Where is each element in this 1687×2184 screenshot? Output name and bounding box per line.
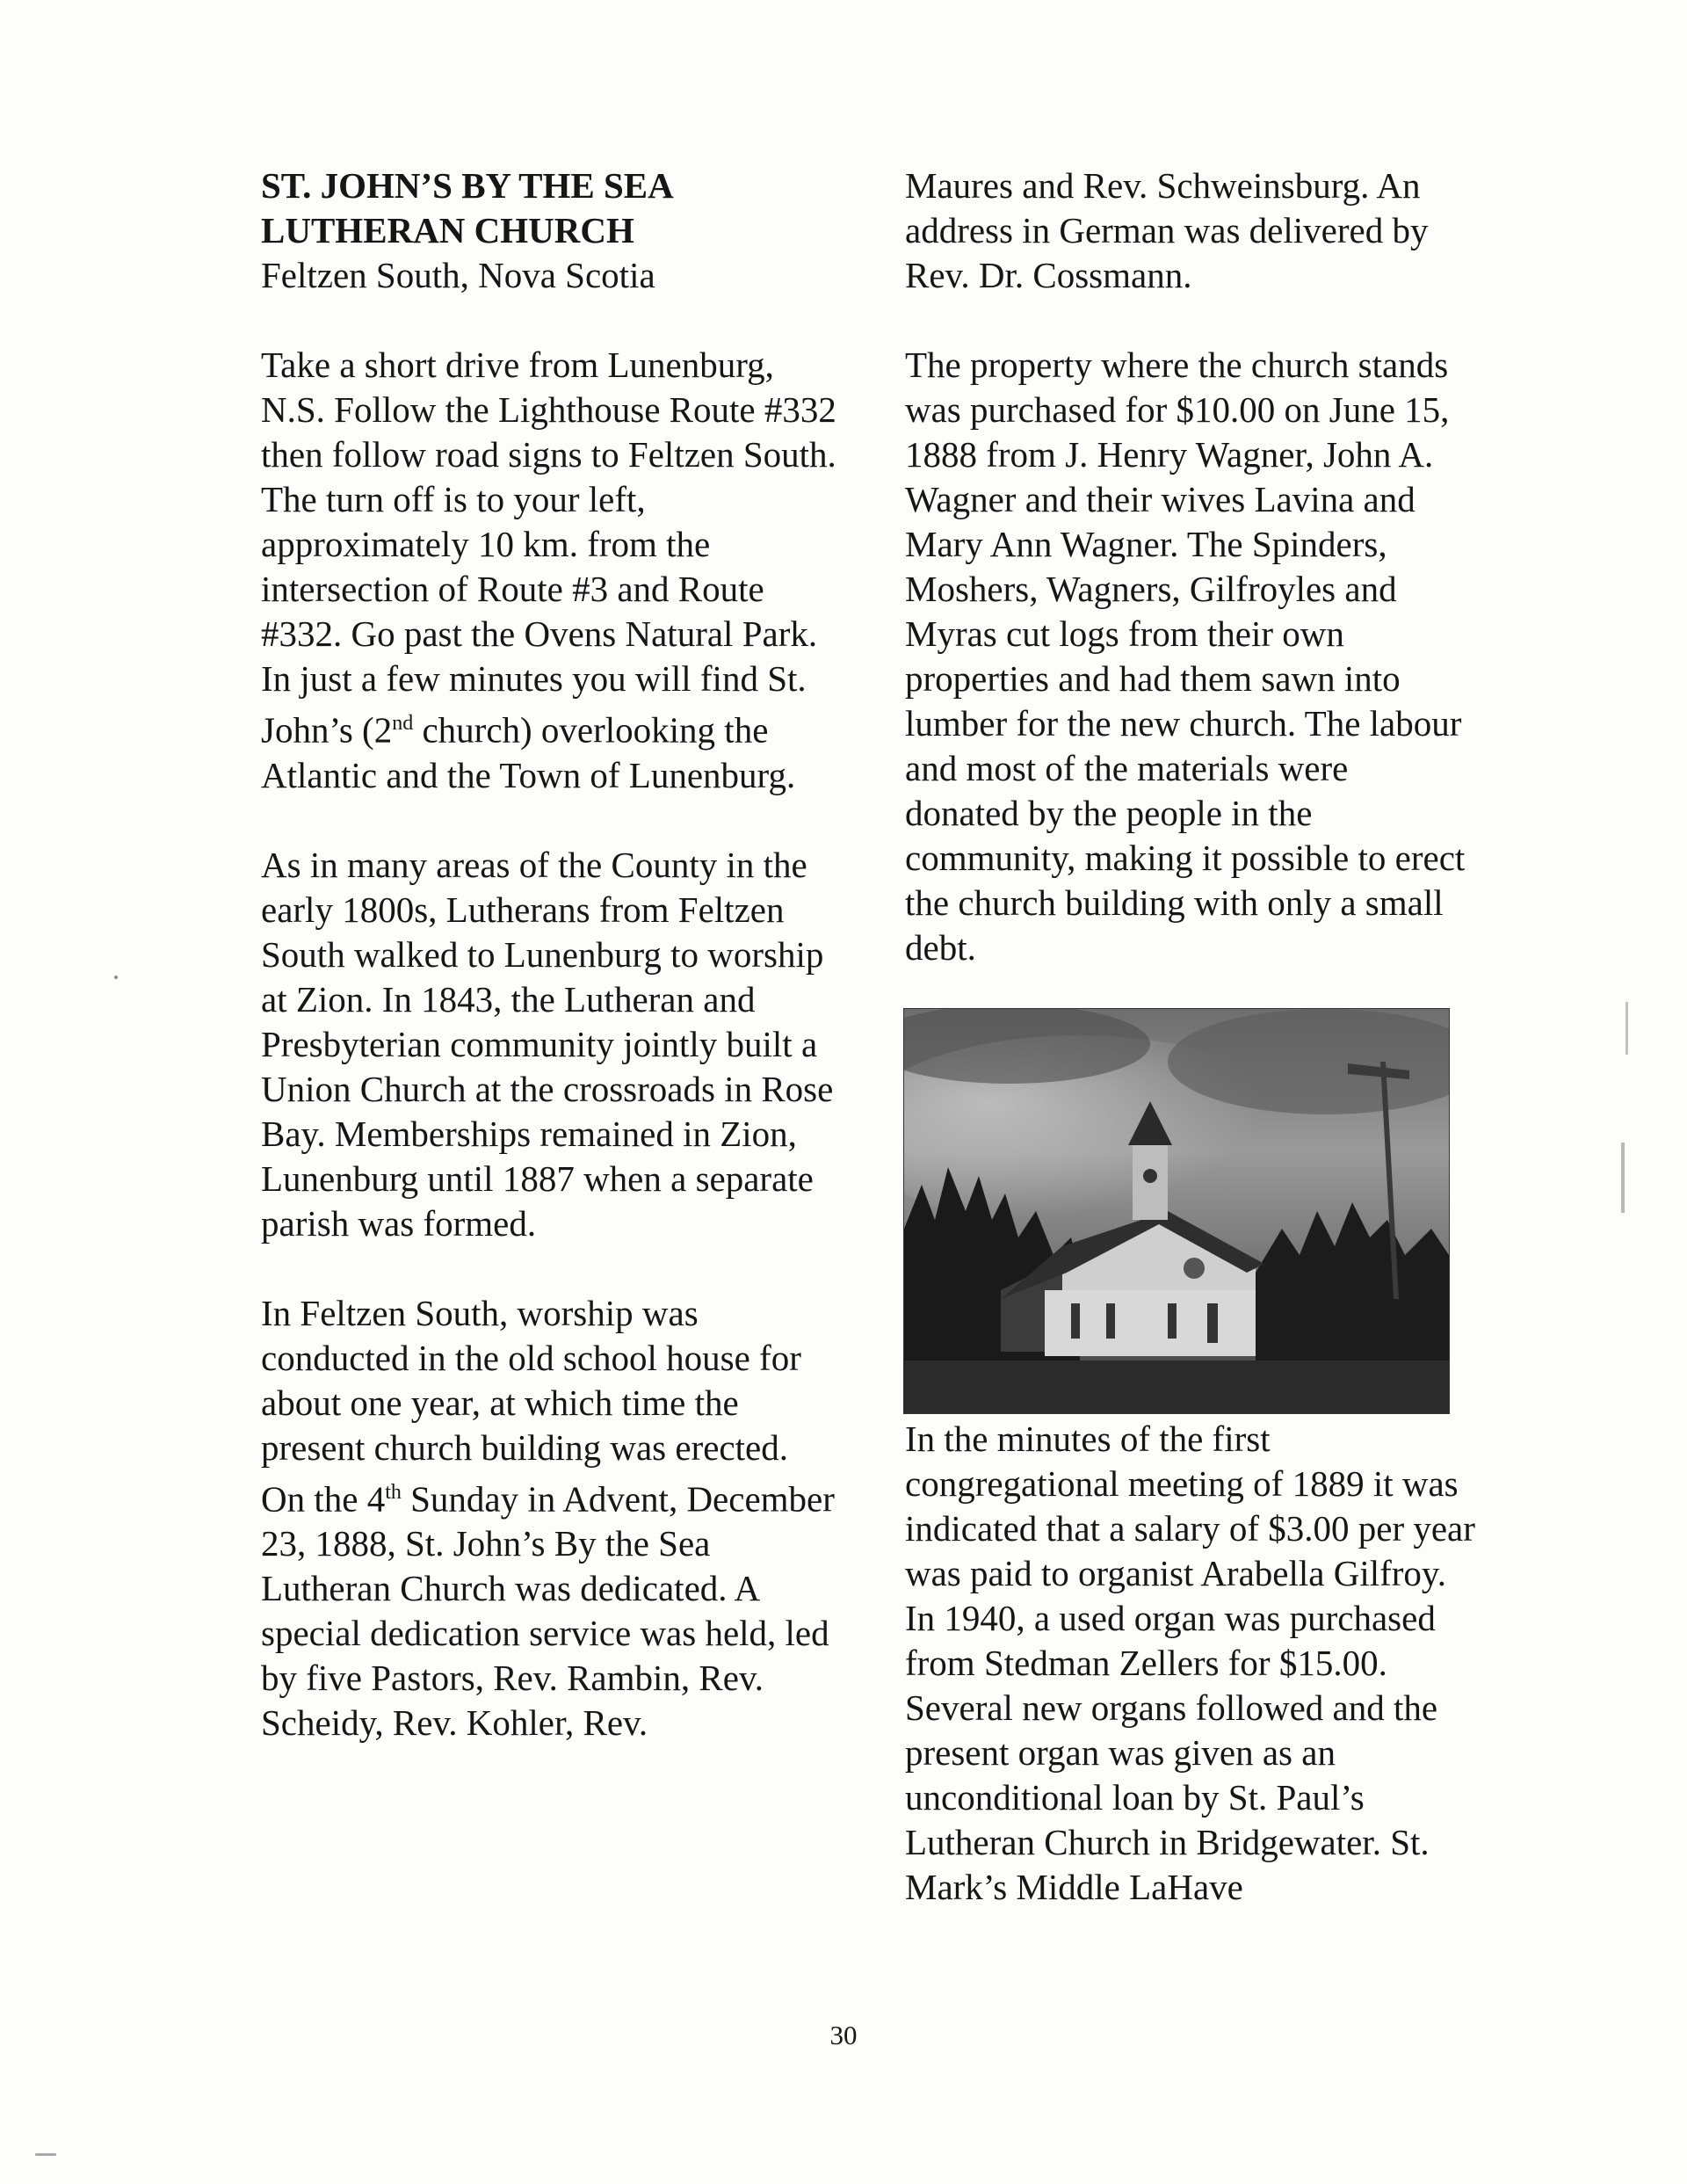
ordinal-suffix: nd (392, 712, 414, 735)
directions-text-b: church) overlooking the Atlantic and the Town of Lunenburg. (261, 709, 796, 795)
scan-speck (35, 2153, 56, 2156)
page-number: 30 (829, 2020, 858, 2050)
organ-paragraph: In the minutes of the first congregational meeting of 1889 it was indicated that a salary of $3.00 per year was paid to organist Arabella Gilfroy. In 1940, a used organ was purchased from Stedman Zellers for $15.00. Several new organs followed and the present organ was given as an unconditional loan by St. Paul’s Lutheran Church in Bridgewater. St. Mark’s Middle LaHave (905, 1419, 1475, 1907)
directions-paragraph (261, 343, 841, 798)
scan-speck (114, 976, 118, 979)
property-paragraph: The property where the church stands was purchased for $10.00 on June 15, 1888 from J. Henry Wagner, John A. Wagner and their wives Lavina and Mary Ann Wagner. The Spinders, Moshers, Wagners, Gilfroyles and Myras cut logs from their own properties and had them sawn into lumber for the new church. The labour and most of the materials were donated by the people in the community, making it possible to erect the church building with only a small debt. (905, 345, 1466, 968)
scan-speck (1621, 1143, 1625, 1213)
ordinal-suffix: th (385, 1480, 402, 1504)
history-paragraph: As in many areas of the County in the early 1800s, Lutherans from Feltzen South walked to Lunenburg to worship at Zion. In 1843, the Lutheran and Presbyterian community jointly built a Union Church at the crossroads in Rose Bay. Memberships remained in Zion, Lunenburg until 1887 when a separate parish was formed. (261, 844, 834, 1244)
dedication-text-a: In Feltzen South, worship was conducted in the old school house for about one year, at which time the present church building was erected. On the 4 (261, 1292, 801, 1520)
left-column (261, 163, 841, 1745)
dedication-paragraph (261, 1291, 841, 1746)
article-location: Feltzen South, Nova Scotia (261, 255, 655, 295)
right-column (905, 163, 1467, 970)
article-title-line1: ST. JOHN’S BY THE SEA (261, 165, 674, 206)
church-photo-image (904, 1009, 1449, 1413)
article-title-line2: LUTHERAN CHURCH (261, 210, 634, 250)
scan-speck (1625, 1002, 1628, 1055)
dedication-continued-paragraph: Maures and Rev. Schweinsburg. An address in German was delivered by Rev. Dr. Cossmann. (905, 165, 1429, 295)
church-photo (903, 1008, 1450, 1414)
directions-text-a: Take a short drive from Lunenburg, N.S. Follow the Lighthouse Route #332 then follow road signs to Feltzen South. The turn off is to your left, approximately 10 km. from the intersection of Route #3 and Route #332. Go past the Ovens Natural Park. In just a few minutes you will find St. John’s (2 (261, 345, 836, 751)
dedication-text-b: Sunday in Advent, December 23, 1888, St. John’s By the Sea Lutheran Church was dedicated. A special dedication service was held, led by five Pastors, Rev. Rambin, Rev. Scheidy, Rev. Kohler, Rev. (261, 1478, 835, 1744)
